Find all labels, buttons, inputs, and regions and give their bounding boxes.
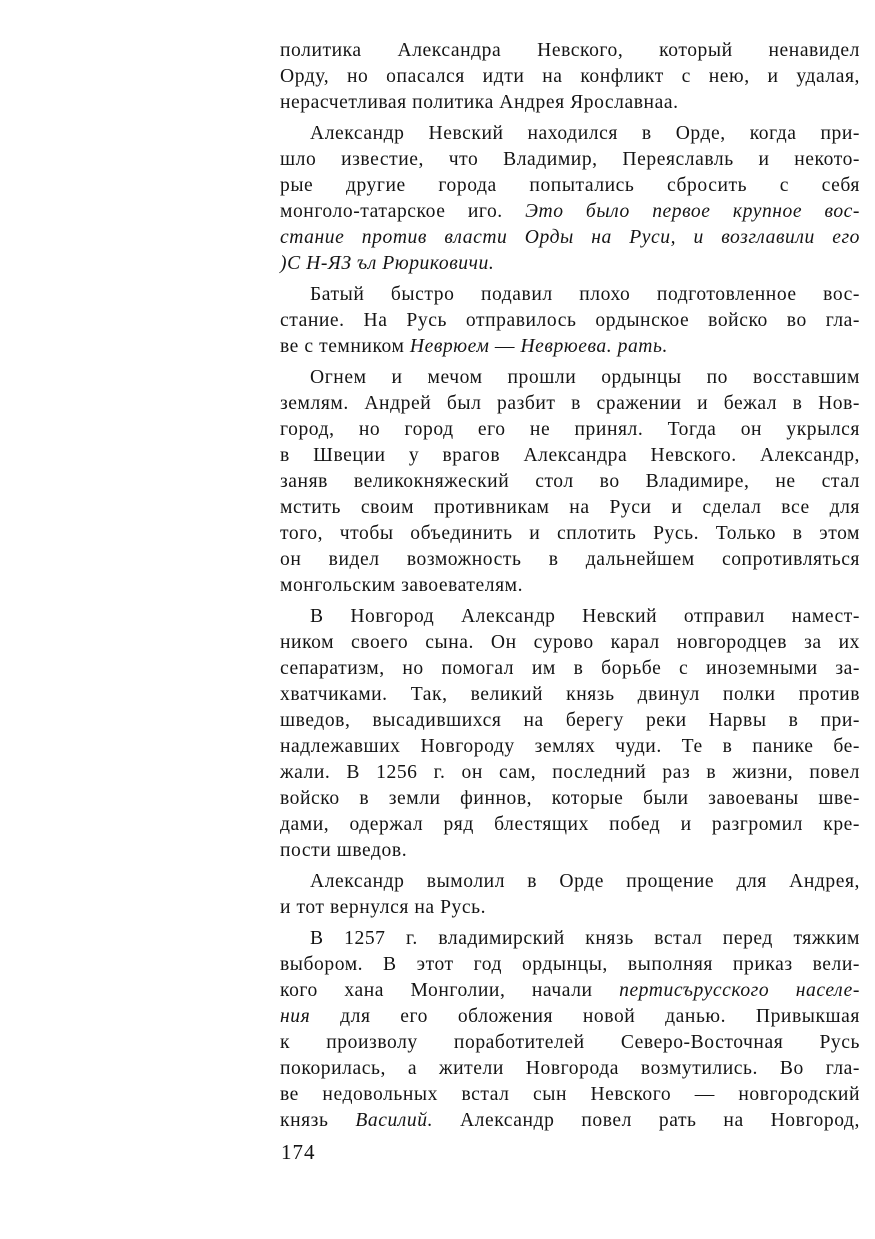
italic-text: ния	[280, 1006, 311, 1027]
page-number: 174	[281, 1140, 316, 1164]
text-line: того, чтобы объединить и сплотить Русь. Только в этом	[280, 523, 860, 544]
text-line: Александр вымолил в Орде прощение для Андрея,	[310, 871, 860, 892]
text-line-italic	[280, 251, 860, 277]
text-line-mixed-italic: монголо-татарское иго. Это было первое крупное вос-	[280, 201, 860, 222]
text-line: к произволу поработителей Северо-Восточная Русь	[280, 1032, 860, 1053]
text-line: город, но город его не принял. Тогда он укрылся	[280, 419, 860, 440]
italic-text: )С Н-ЯЗ ъл Рюриковичи.	[280, 253, 495, 274]
text-line: войско в земли финнов, которые были завоеваны шве-	[280, 788, 860, 809]
text-line: землям. Андрей был разбит в сражении и бежал в Нов-	[280, 393, 860, 414]
text-line: шведов, высадившихся на берегу реки Нарвы в при-	[280, 710, 860, 731]
text-line: политика Александра Невского, который ненавидел	[280, 40, 860, 61]
text-line: стание. На Русь отправилось ордынское войско во гла-	[280, 310, 860, 331]
text-line: В Новгород Александр Невский отправил намест-	[310, 606, 860, 627]
text-line-mixed-italic: ния для его обложения новой данью. Привыкшая	[280, 1006, 860, 1027]
text-line: заняв великокняжеский стол во Владимире, не стал	[280, 471, 860, 492]
italic-text: Неврюем	[409, 336, 490, 357]
text-line: покорилась, а жители Новгорода возмутились. Во гла-	[280, 1058, 860, 1079]
paragraph-6	[280, 869, 860, 921]
text-line-mixed-italic: кого хана Монголии, начали пертисърусского населе-	[280, 980, 860, 1001]
text-line: ником своего сына. Он сурово карал новгородцев за их	[280, 632, 860, 653]
text-line: Батый быстро подавил плохо подготовленное вос-	[310, 284, 860, 305]
text-line: хватчиками. Так, великий князь двинул полки против	[280, 684, 860, 705]
italic-text: Неврюева. рать.	[520, 336, 668, 357]
page-body	[280, 38, 860, 1134]
text-line-mixed-italic: ве с темником Неврюем — Неврюева. рать.	[280, 336, 668, 357]
text-line-italic	[280, 225, 860, 251]
paragraph-5	[280, 604, 860, 864]
italic-text: стание против власти Орды на Руси, и возглавили его	[280, 227, 860, 248]
text-line: монгольским завоевателям.	[280, 575, 524, 596]
paragraph-2	[280, 121, 860, 277]
text-line: надлежавших Новгороду землях чуди. Те в панике бе-	[280, 736, 860, 757]
text-line: Огнем и мечом прошли ордынцы по восставшим	[310, 367, 860, 388]
text-line: он видел возможность в дальнейшем сопротивляться	[280, 549, 860, 570]
text-line-mixed-italic: князь Василий. Александр повел рать на Новгород,	[280, 1110, 860, 1131]
paragraph-4	[280, 365, 860, 599]
text-line: в Швеции у врагов Александра Невского. Александр,	[280, 445, 860, 466]
text-line: Орду, но опасался идти на конфликт с нею, и удалая,	[280, 66, 860, 87]
text-line: нерасчетливая политика Андрея Ярославнаа.	[280, 92, 679, 113]
paragraph-1	[280, 38, 860, 116]
text-line: и тот вернулся на Русь.	[280, 897, 487, 918]
text-line: В 1257 г. владимирский князь встал перед тяжким	[310, 928, 860, 949]
text-line: пости шведов.	[280, 840, 408, 861]
italic-text: Василий.	[355, 1110, 434, 1131]
text-line: рые другие города попытались сбросить с себя	[280, 175, 860, 196]
italic-text: пертисърусского населе-	[619, 980, 860, 1001]
text-line: шло известие, что Владимир, Переяславль и некото-	[280, 149, 860, 170]
text-line: ве недовольных встал сын Невского — новгородский	[280, 1084, 860, 1105]
paragraph-7	[280, 926, 860, 1134]
text-line: жали. В 1256 г. он сам, последний раз в жизни, повел	[280, 762, 860, 783]
text-line: дами, одержал ряд блестящих побед и разгромил кре-	[280, 814, 860, 835]
text-line: Александр Невский находился в Орде, когда при-	[310, 123, 860, 144]
italic-text: Это было первое крупное вос-	[525, 201, 860, 222]
text-line: мстить своим противникам на Руси и сделал все для	[280, 497, 860, 518]
paragraph-3	[280, 282, 860, 360]
text-line: выбором. В этот год ордынцы, выполняя приказ вели-	[280, 954, 860, 975]
text-line: сепаратизм, но помогал им в борьбе с иноземными за-	[280, 658, 860, 679]
